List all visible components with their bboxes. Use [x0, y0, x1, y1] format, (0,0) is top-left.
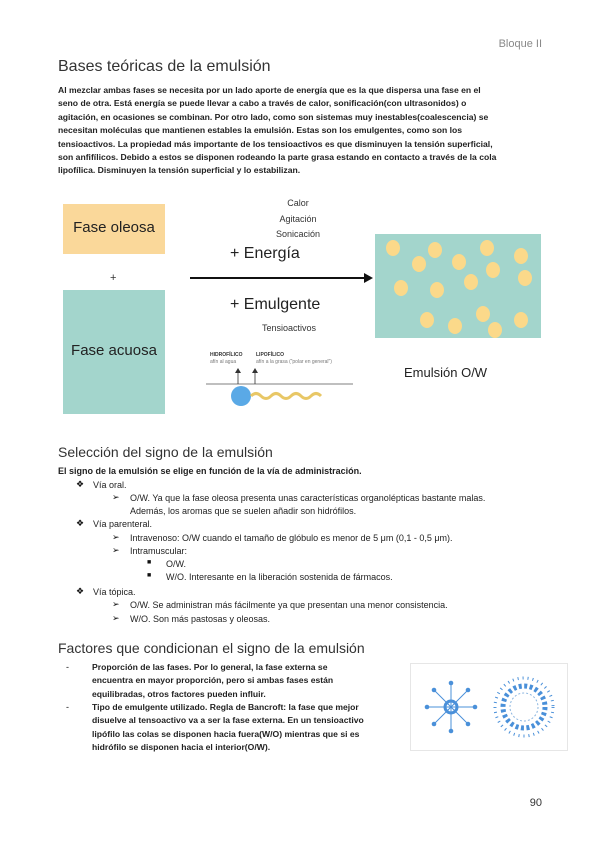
- square-bullet-icon: ■: [147, 559, 152, 566]
- factor-line: equilibradas, otros factores pueden influir.: [92, 688, 266, 699]
- intro-line: agitación, en ocasiones se combinan. Por otro lado, como son sistemas muy inestables(coalescencia) se: [58, 111, 489, 122]
- hydrophilic-sub: afín al agua: [210, 359, 237, 365]
- page-number: 90: [529, 797, 542, 809]
- micelle-icon: [411, 664, 567, 750]
- surfactant-molecule-icon: [198, 366, 360, 412]
- section-title-seleccion: Selección del signo de la emulsión: [58, 444, 273, 460]
- via-oral-text-1: O/W. Ya que la fase oleosa presenta unas características organolépticas bastante malas.: [130, 493, 486, 503]
- energy-label: + Energía: [230, 245, 300, 262]
- factor-line: Proporción de las fases. Por lo general, la fase externa se: [92, 662, 328, 672]
- intro-line: seno de otra. Está energía se puede llevar a cabo a través de calor, sonificación(con ultrasonidos) o: [58, 98, 467, 109]
- surfactant-label: Tensioactivos: [262, 323, 317, 333]
- via-parenteral-heading: Vía parenteral.: [93, 519, 153, 529]
- factor-line: encuentra en mayor proporción, pero si ambas fases están: [92, 675, 334, 686]
- water-phase-label: Fase acuosa: [71, 342, 157, 359]
- emulsifier-label: + Emulgente: [230, 296, 321, 313]
- intramuscular-ow: O/W.: [166, 559, 186, 569]
- via-topica-heading: Vía tópica.: [93, 587, 136, 597]
- intravenoso-text: Intravenoso: O/W cuando el tamaño de glóbulo es menor de 5 μm (0,1 - 0,5 μm).: [130, 533, 453, 543]
- arrow-icon: [188, 272, 374, 284]
- diamond-bullet-icon: ❖: [76, 518, 85, 528]
- emulsion-result-box: [375, 234, 541, 338]
- arrow-bullet-icon: ➢: [112, 532, 120, 542]
- energy-method: Sonicación: [275, 229, 321, 239]
- intro-paragraph: [58, 84, 542, 178]
- factor-item-emulgente: [92, 701, 400, 755]
- topica-wo-text: W/O. Son más pastosas y oleosas.: [130, 614, 271, 624]
- intramuscular-text: Intramuscular:: [130, 546, 188, 556]
- energy-methods: [248, 196, 348, 243]
- diamond-bullet-icon: ❖: [76, 586, 85, 596]
- arrow-bullet-icon: ➢: [112, 545, 120, 555]
- arrow-bullet-icon: ➢: [112, 613, 120, 623]
- square-bullet-icon: ■: [147, 572, 152, 579]
- oil-phase-box: [63, 204, 165, 254]
- via-oral-text-2: Además, los aromas que se suelen añadir son hidrófilos.: [130, 506, 357, 516]
- dash-bullet: -: [66, 702, 69, 712]
- section-title-factores: Factores que condicionan el signo de la emulsión: [58, 640, 365, 656]
- factor-item-proporcion: [92, 661, 400, 701]
- factor-line: hidrófilo se disponen hacia el interior(O/W).: [92, 742, 271, 753]
- section-header: Bloque II: [498, 38, 542, 50]
- topica-ow-text: O/W. Se administran más fácilmente ya que presentan una menor consistencia.: [130, 600, 448, 610]
- plus-sign: +: [110, 272, 117, 284]
- intro-line: lipofílica. Disminuyen la tensión superficial y lo estabilizan.: [58, 165, 301, 176]
- factor-line: Tipo de emulgente utilizado. Regla de Bancroft: la fase que mejor: [92, 702, 359, 712]
- oil-droplets-icon: [375, 234, 541, 338]
- oil-phase-label: Fase oleosa: [73, 219, 155, 236]
- intramuscular-wo: W/O. Interesante en la liberación sostenida de fármacos.: [166, 572, 393, 582]
- emulsion-figure: [58, 192, 542, 424]
- intro-line: Al mezclar ambas fases se necesita por un lado aporte de energía que es la que dispersa una fase en el: [58, 85, 481, 95]
- arrow-bullet-icon: ➢: [112, 599, 120, 609]
- emulsion-result-label: Emulsión O/W: [404, 365, 488, 380]
- hydrophilic-label: HIDROFÍLICO: [210, 352, 243, 358]
- intro-line: necesitan moléculas que mantienen estables la emulsión. Estas son los emulgentes, como son los: [58, 125, 463, 136]
- via-oral-heading: Vía oral.: [93, 480, 127, 490]
- lipophilic-label: LIPOFÍLICO: [256, 352, 285, 358]
- micelles-figure: [410, 663, 568, 751]
- factor-line: lipófilo las colas se disponen hacia fuera(W/O) mientras que si es: [92, 728, 360, 739]
- page-title: Bases teóricas de la emulsión: [58, 58, 271, 75]
- intro-line: son anfifílicos. Debido a estos se disponen rodeando la parte grasa estando en contacto a través de la cola: [58, 152, 497, 163]
- diamond-bullet-icon: ❖: [76, 479, 85, 489]
- arrow-bullet-icon: ➢: [112, 492, 120, 502]
- water-phase-box: [63, 290, 165, 414]
- energy-method: Calor: [287, 198, 309, 208]
- energy-method: Agitación: [279, 213, 317, 224]
- dash-bullet: -: [66, 662, 69, 672]
- lipophilic-sub: afín a la grasa (“polar en general”): [256, 359, 332, 365]
- factor-line: disuelve al tensoactivo va a ser la fase externa. En un tensioactivo: [92, 715, 364, 726]
- intro-line: tensioactivos. La propiedad más importante de los tensioactivos es que disminuyen la tensión superficial,: [58, 138, 493, 149]
- seleccion-intro: El signo de la emulsión se elige en función de la vía de administración.: [58, 466, 362, 476]
